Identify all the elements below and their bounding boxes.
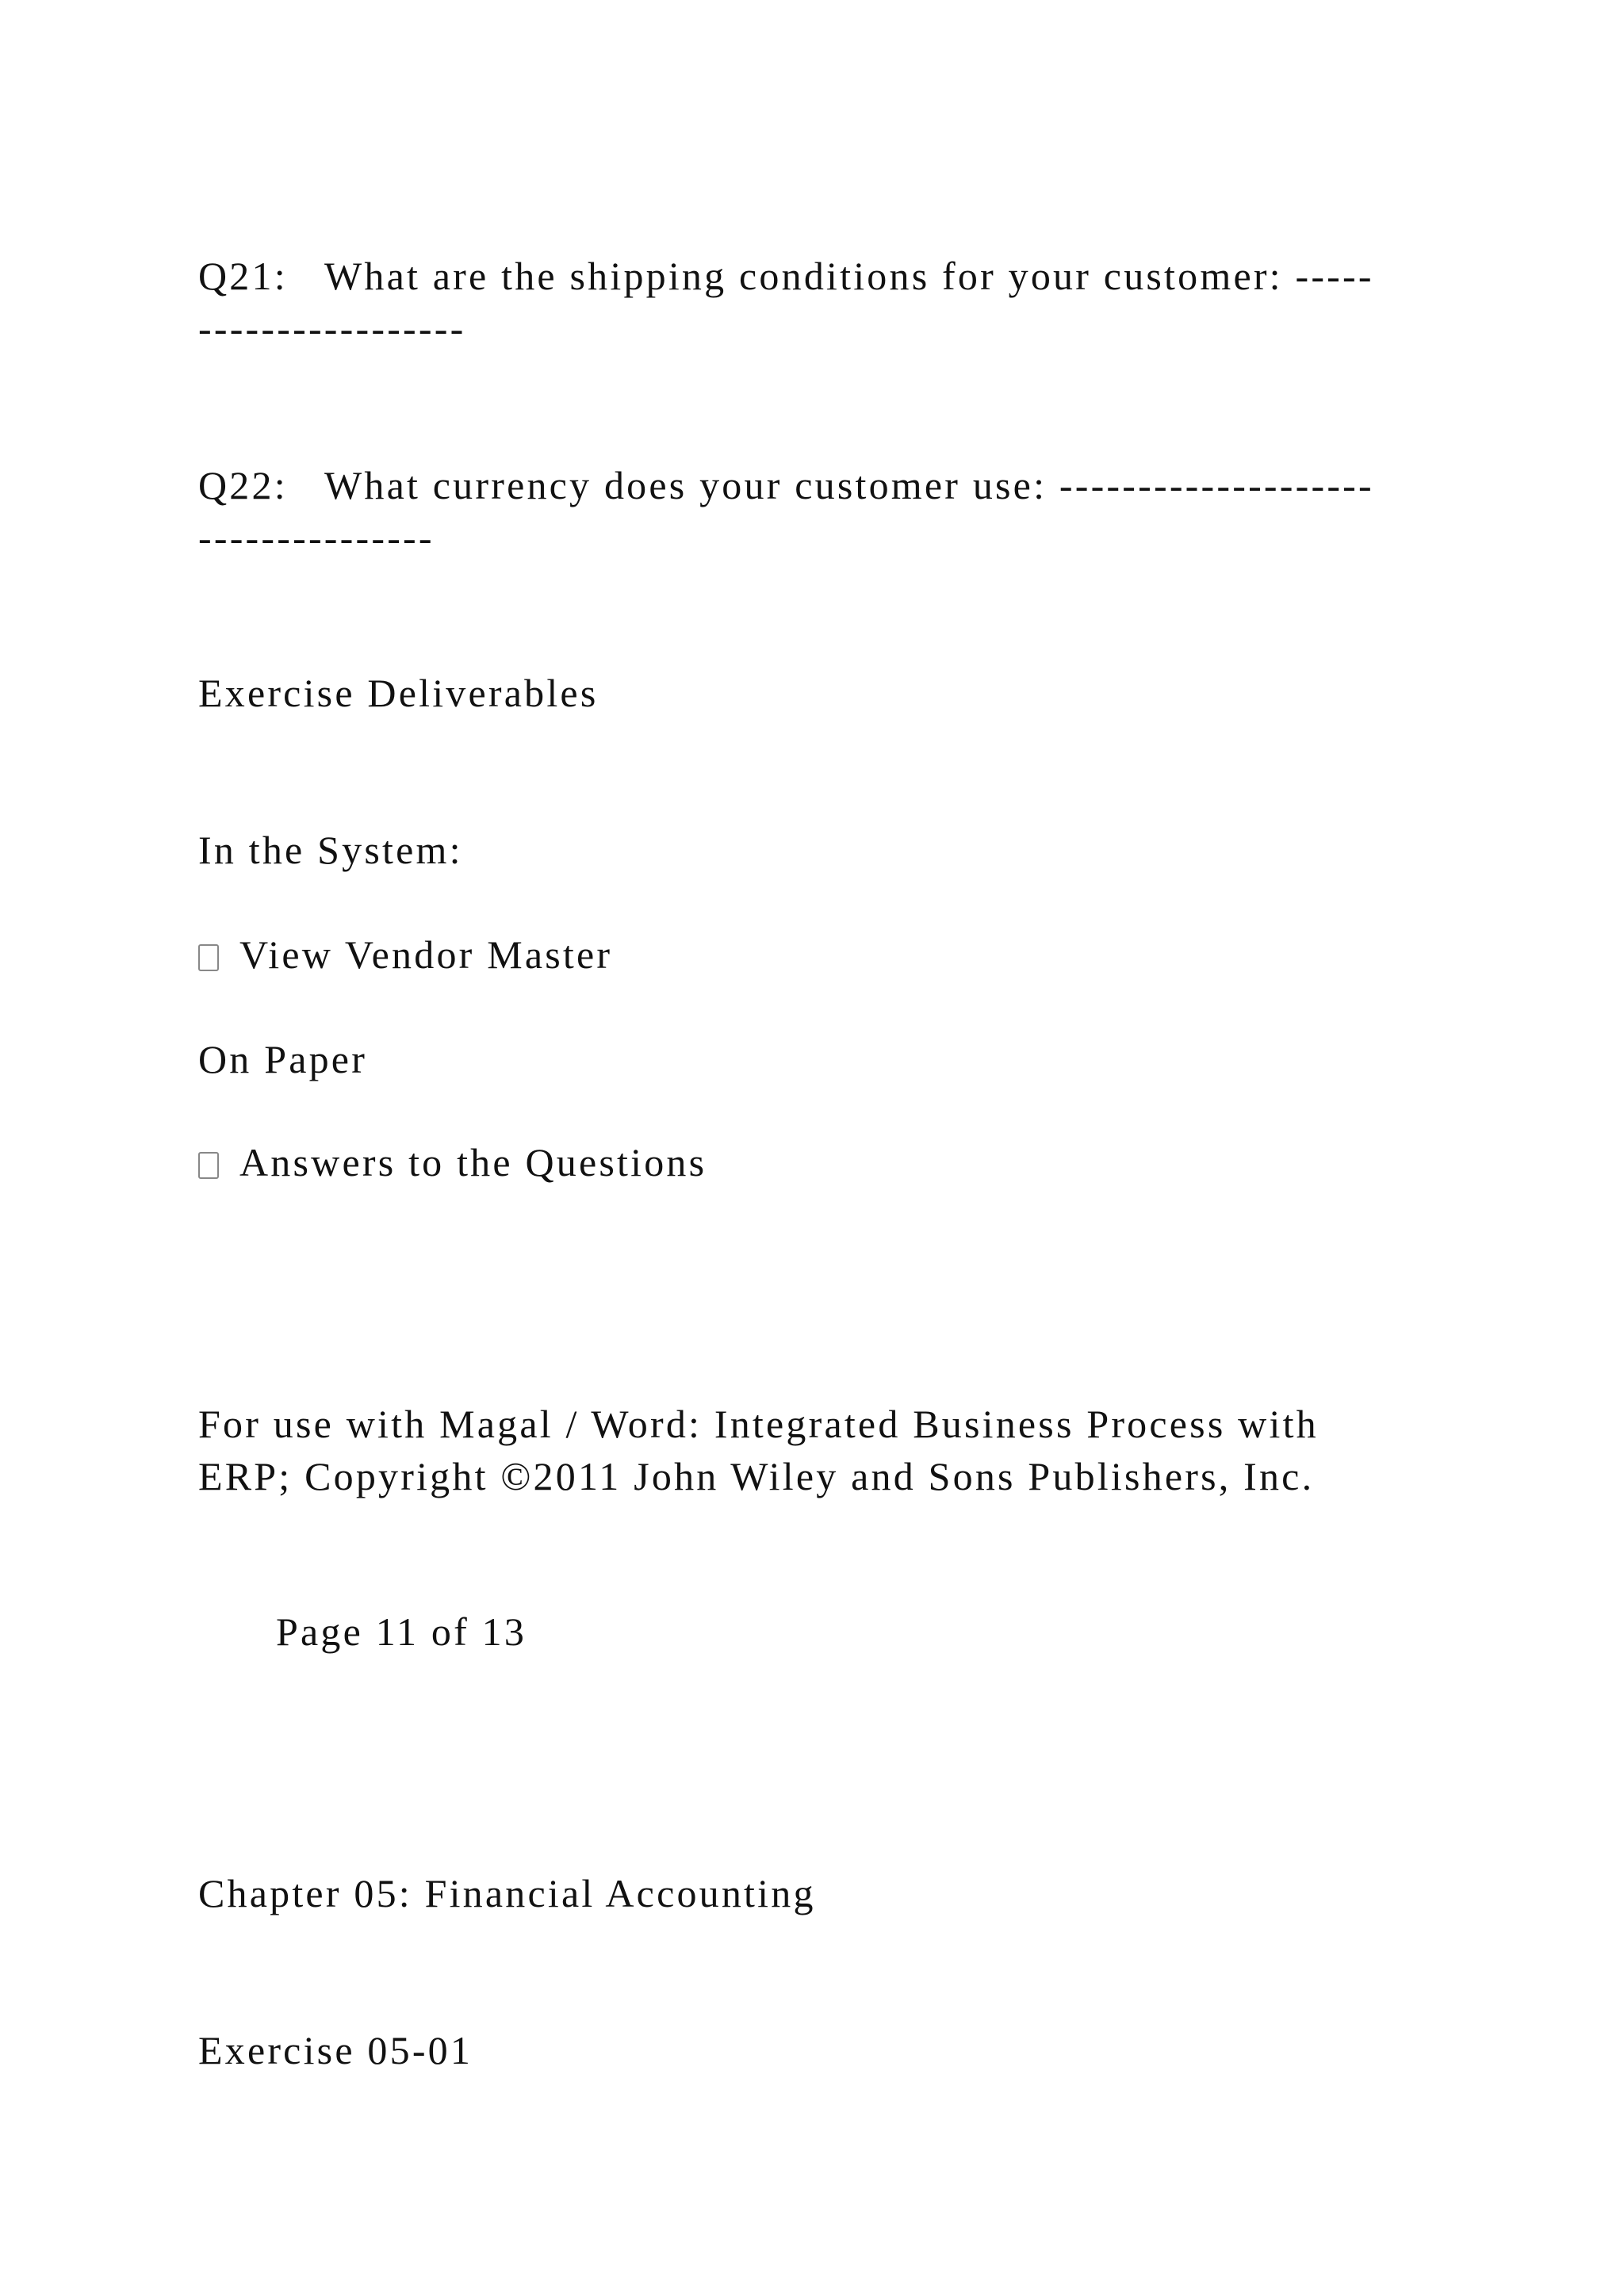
paper-deliverable-text: Answers to the Questions: [239, 1140, 707, 1184]
question-22-line-2: ---------------: [198, 515, 435, 560]
paper-deliverable-item: [198, 1137, 707, 1188]
footer-copyright-line-1: For use with Magal / Word: Integrated Business Process with: [198, 1402, 1319, 1446]
question-21-line-2: -----------------: [198, 306, 466, 350]
on-paper-label: On Paper: [198, 1037, 368, 1081]
chapter-heading: Chapter 05: Financial Accounting: [198, 1871, 816, 1915]
missing-glyph-box-icon: [198, 1152, 219, 1179]
footer-copyright-line-2: ERP; Copyright ©2011 John Wiley and Sons Publishers, Inc.: [198, 1454, 1315, 1498]
system-deliverable-text: View Vendor Master: [239, 932, 613, 977]
missing-glyph-box-icon: [198, 944, 219, 971]
deliverables-heading: Exercise Deliverables: [198, 671, 599, 715]
page-number: Page 11 of 13: [276, 1609, 527, 1654]
question-21-line-1: Q21: What are the shipping conditions for your customer: -----: [198, 254, 1374, 298]
system-deliverable-item: [198, 929, 612, 980]
question-22-line-1: Q22: What currency does your customer use: --------------------: [198, 463, 1374, 507]
exercise-heading: Exercise 05-01: [198, 2028, 473, 2072]
in-the-system-label: In the System:: [198, 828, 463, 872]
